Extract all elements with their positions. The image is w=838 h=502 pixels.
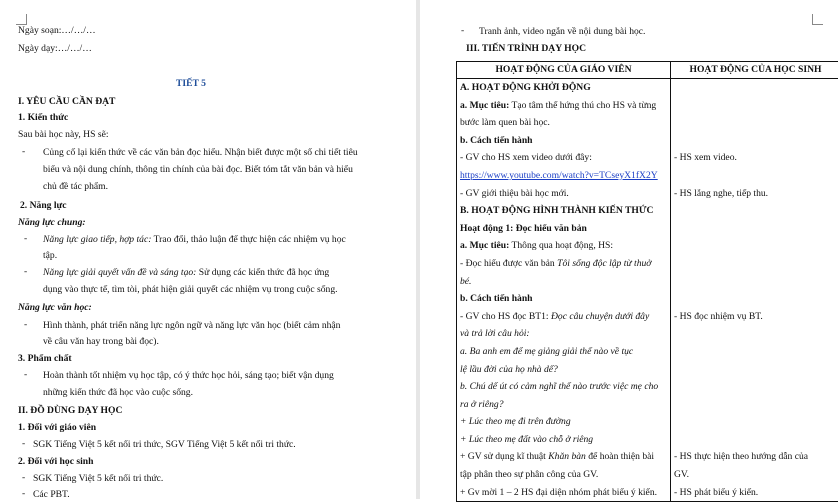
table-header-row xyxy=(457,62,838,79)
knowledge-item-line: Củng cố lại kiến thức về các văn bản đọc hiểu. Nhận biết được một số chi tiết tiêu xyxy=(43,146,358,160)
knowledge-item-line: chủ đề tác phẩm. xyxy=(43,180,108,194)
materials-continued-item: Tranh ảnh, video ngắn về nội dung bài học. xyxy=(479,25,645,39)
teacher-materials-item: SGK Tiếng Việt 5 kết nối tri thức, SGV Tiếng Việt 5 kết nối tri thức. xyxy=(33,438,296,452)
activity-b-task-line: và trả lời câu hỏi: xyxy=(460,325,667,343)
general-competence-lead: Năng lực giải quyết vấn đề và sáng tạo: xyxy=(43,267,196,278)
qualities-line: những kiến thức đã học vào cuộc sống. xyxy=(43,386,193,400)
section-materials-heading: II. ĐỒ DÙNG DẠY HỌC xyxy=(18,404,122,418)
teacher-materials-heading: 1. Đối với giáo viên xyxy=(18,421,96,435)
qualities-heading: 3. Phẩm chất xyxy=(18,352,72,366)
teacher-activity-cell xyxy=(457,79,671,502)
student-column-header: HOẠT ĐỘNG CỦA HỌC SINH xyxy=(671,62,838,79)
video-link-row xyxy=(460,167,667,185)
student-activity-cell xyxy=(671,79,838,502)
bullet-dash: - xyxy=(22,438,25,449)
general-competence-item xyxy=(43,266,329,280)
activity-a-goal: a. Mục tiêu: Tạo tâm thế hứng thú cho HS và từng xyxy=(460,97,667,115)
activity-b-goal: a. Mục tiêu: Thông qua hoạt động, HS: xyxy=(460,237,667,255)
question-b: b. Chú dế út có cảm nghĩ thế nào trước việc mẹ cho xyxy=(460,378,667,396)
question-a-line: lệ lầu đời của họ nhà dế? xyxy=(460,361,667,379)
activity-a-intro: - GV giới thiệu bài học mới. xyxy=(460,185,667,203)
corner-crop-mark xyxy=(812,14,823,25)
bullet-dash: - xyxy=(24,233,27,244)
document-page-right xyxy=(420,0,838,499)
activity-a-goal-line: bước làm quen bài học. xyxy=(460,114,667,132)
activity-a-video: - GV cho HS xem video dưới đây: xyxy=(460,149,667,167)
student-activity-item: - HS phát biểu ý kiến. xyxy=(674,484,837,502)
bullet-dash: - xyxy=(461,25,464,36)
knowledge-intro: Sau bài học này, HS sẽ: xyxy=(18,128,109,142)
date-teach: Ngày dạy:…/…/… xyxy=(18,42,92,56)
bullet-dash: - xyxy=(24,369,27,380)
activity-a-heading: A. HOẠT ĐỘNG KHỞI ĐỘNG xyxy=(460,79,667,97)
literary-competence-line: về câu văn hay trong bài đọc). xyxy=(43,335,159,349)
section-requirements-heading: I. YÊU CẦU CẦN ĐẠT xyxy=(18,95,115,109)
student-activity-item: - HS đọc nhiệm vụ BT. xyxy=(674,308,837,326)
bullet-dash: - xyxy=(22,472,25,483)
teacher-column-header: HOẠT ĐỘNG CỦA GIÁO VIÊN xyxy=(457,62,671,79)
teacher-technique: + GV sử dụng kĩ thuật Khăn bàn để hoàn thiện bài xyxy=(460,448,667,466)
student-activity-item: - HS xem video. xyxy=(674,149,837,167)
activity-b-task: - GV cho HS đọc BT1: Đọc câu chuyện dưới đây xyxy=(460,308,667,326)
student-activity-item-line: GV. xyxy=(674,466,837,484)
question-option: + Lúc theo mẹ đi trên đường xyxy=(460,413,667,431)
general-competence-text: Sử dụng các kiến thức đã học ứng xyxy=(196,267,329,278)
student-materials-item: SGK Tiếng Việt 5 kết nối tri thức. xyxy=(33,472,163,486)
document-page-left xyxy=(0,0,418,499)
activity-a-method: b. Cách tiến hành xyxy=(460,132,667,150)
general-competence-text: Trao đổi, thảo luận để thực hiện các nhiệm vụ học xyxy=(151,234,345,245)
knowledge-heading: 1. Kiến thức xyxy=(18,111,68,125)
teacher-technique-line: tập phân theo sự phân công của GV. xyxy=(460,466,667,484)
general-competence-lead: Năng lực giao tiếp, hợp tác: xyxy=(43,234,151,245)
lesson-title: TIẾT 5 xyxy=(176,77,206,91)
activity-b-goal-line: bé. xyxy=(460,273,667,291)
activity-b-method: b. Cách tiến hành xyxy=(460,290,667,308)
activity-b-goal-line: - Đọc hiểu được văn bản Tôi sống độc lập từ thuở xyxy=(460,255,667,273)
student-materials-heading: 2. Đối với học sinh xyxy=(18,455,93,469)
student-activity-item: - HS lắng nghe, tiếp thu. xyxy=(674,185,837,203)
literary-competence-line: Hình thành, phát triển năng lực ngôn ngữ và năng lực văn học (biết cảm nhận xyxy=(43,319,340,333)
general-competence-line: dụng vào thực tế, tìm tòi, phát hiện giải quyết các nhiệm vụ trong cuộc sống. xyxy=(43,283,338,297)
general-competence-heading: Năng lực chung: xyxy=(18,216,86,230)
general-competence-item xyxy=(43,233,346,247)
activity-b-reading: Hoạt động 1: Đọc hiểu văn bản xyxy=(460,220,667,238)
date-prepare: Ngày soạn:…/…/… xyxy=(18,24,96,38)
section-process-heading: III. TIẾN TRÌNH DẠY HỌC xyxy=(466,42,586,56)
student-materials-item: Các PBT. xyxy=(33,488,70,502)
qualities-line: Hoàn thành tốt nhiệm vụ học tập, có ý thức học hỏi, sáng tạo; biết vận dụng xyxy=(43,369,334,383)
question-b-line: ra ở riêng? xyxy=(460,396,667,414)
knowledge-item-line: biểu và nội dung chính, thông tin chính của bài đọc. Biết tóm tắt văn bản và hiểu xyxy=(43,163,353,177)
activity-b-heading: B. HOẠT ĐỘNG HÌNH THÀNH KIẾN THỨC xyxy=(460,202,667,220)
competence-heading: 2. Năng lực xyxy=(20,199,67,213)
bullet-dash: - xyxy=(22,488,25,499)
bullet-dash: - xyxy=(24,319,27,330)
literary-competence-heading: Năng lực văn học: xyxy=(18,301,92,315)
student-activity-item: - HS thực hiện theo hướng dẫn của xyxy=(674,448,837,466)
table-row xyxy=(457,79,838,502)
lesson-activity-table xyxy=(456,61,838,502)
question-a: a. Ba anh em để mẹ giảng giải thế nào về tục xyxy=(460,343,667,361)
bullet-dash: - xyxy=(22,146,25,157)
teacher-invite: + Gv mời 1 – 2 HS đại diện nhóm phát biểu ý kiến. xyxy=(460,484,667,502)
general-competence-line: tập. xyxy=(43,249,57,263)
bullet-dash: - xyxy=(24,266,27,277)
youtube-video-link[interactable]: https://www.youtube.com/watch?v=TCseyX1fX2Y xyxy=(460,170,658,181)
question-option: + Lúc theo mẹ đất vào chỗ ở riêng xyxy=(460,431,667,449)
